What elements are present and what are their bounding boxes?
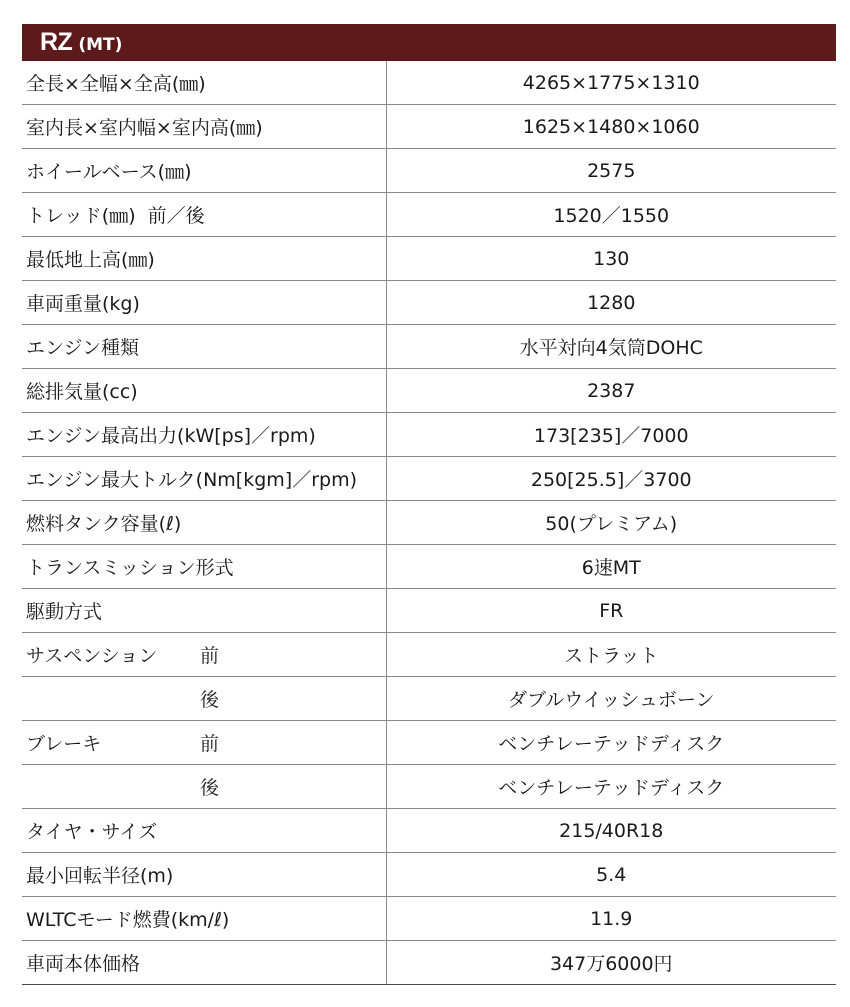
spec-label: 総排気量(cc) — [26, 381, 138, 403]
spec-label: 室内長×室内幅×室内高(㎜) — [26, 117, 263, 139]
spec-value: 2575 — [386, 149, 836, 193]
spec-label: 車両重量(kg) — [26, 293, 140, 315]
spec-label: 燃料タンク容量(ℓ) — [26, 513, 182, 535]
spec-label-cell — [22, 149, 386, 193]
spec-label-cell — [22, 897, 386, 941]
spec-value: 6速MT — [386, 545, 836, 589]
spec-label: タイヤ・サイズ — [26, 821, 158, 843]
spec-sublabel: 後 — [200, 777, 220, 799]
table-row — [22, 369, 836, 413]
spec-label: 最低地上高(㎜) — [26, 249, 155, 271]
table-row — [22, 149, 836, 193]
spec-value: FR — [386, 589, 836, 633]
spec-sublabel: 前 — [200, 645, 220, 667]
spec-value: ダブルウイッシュボーン — [386, 677, 836, 721]
spec-value: 4265×1775×1310 — [386, 61, 836, 105]
spec-label: エンジン最高出力(kW[ps]／rpm) — [26, 425, 316, 447]
spec-value: 2387 — [386, 369, 836, 413]
table-row — [22, 457, 836, 501]
spec-sublabel: 前／後 — [147, 205, 205, 227]
table-row — [22, 589, 836, 633]
spec-label: WLTCモード燃費(km/ℓ) — [26, 909, 230, 931]
table-row — [22, 677, 836, 721]
spec-sublabel: 後 — [200, 689, 220, 711]
spec-value: 5.4 — [386, 853, 836, 897]
spec-value: 50(プレミアム) — [386, 501, 836, 545]
spec-label-cell — [22, 193, 386, 237]
spec-value: ベンチレーテッドディスク — [386, 721, 836, 765]
spec-label: 最小回転半径(m) — [26, 865, 174, 887]
spec-label-cell — [22, 413, 386, 457]
table-row — [22, 765, 836, 809]
spec-label-cell — [22, 105, 386, 149]
spec-value: 215/40R18 — [386, 809, 836, 853]
table-header — [22, 24, 836, 61]
model-name: RZ — [40, 28, 73, 56]
spec-label: エンジン種類 — [26, 337, 140, 359]
spec-body — [22, 61, 836, 985]
spec-label-cell — [22, 501, 386, 545]
spec-label-cell — [22, 721, 386, 765]
spec-label: ホイールベース(㎜) — [26, 161, 192, 183]
spec-label-cell — [22, 941, 386, 985]
spec-label: サスペンション — [26, 645, 158, 667]
spec-value: 1280 — [386, 281, 836, 325]
spec-value: 250[25.5]／3700 — [386, 457, 836, 501]
table-row — [22, 413, 836, 457]
table-row — [22, 941, 836, 985]
spec-label-cell — [22, 545, 386, 589]
spec-table — [22, 24, 836, 985]
spec-value: ベンチレーテッドディスク — [386, 765, 836, 809]
table-row — [22, 897, 836, 941]
table-header-row — [22, 24, 836, 61]
spec-label-cell — [22, 457, 386, 501]
spec-label-cell — [22, 633, 386, 677]
table-row — [22, 281, 836, 325]
spec-label-cell — [22, 281, 386, 325]
table-row — [22, 853, 836, 897]
table-row — [22, 105, 836, 149]
spec-label-cell — [22, 677, 386, 721]
spec-value: 1625×1480×1060 — [386, 105, 836, 149]
table-row — [22, 193, 836, 237]
spec-label-cell — [22, 853, 386, 897]
spec-label-cell — [22, 237, 386, 281]
table-row — [22, 61, 836, 105]
table-row — [22, 501, 836, 545]
spec-sublabel: 前 — [200, 733, 220, 755]
spec-label: トランスミッション形式 — [26, 557, 234, 579]
spec-label-cell — [22, 765, 386, 809]
spec-label: トレッド(㎜) — [26, 205, 136, 227]
spec-label: エンジン最大トルク(Nm[kgm]／rpm) — [26, 469, 357, 491]
spec-label-cell — [22, 369, 386, 413]
spec-value: 11.9 — [386, 897, 836, 941]
spec-label-cell — [22, 809, 386, 853]
table-row — [22, 809, 836, 853]
table-row — [22, 633, 836, 677]
table-row — [22, 721, 836, 765]
spec-label: ブレーキ — [26, 733, 102, 755]
spec-value: 水平対向4気筒DOHC — [386, 325, 836, 369]
spec-value: ストラット — [386, 633, 836, 677]
spec-value: 173[235]／7000 — [386, 413, 836, 457]
spec-value: 347万6000円 — [386, 941, 836, 985]
spec-label: 駆動方式 — [26, 601, 103, 623]
spec-label: 車両本体価格 — [26, 953, 141, 975]
spec-label-cell — [22, 325, 386, 369]
spec-label: 全長×全幅×全高(㎜) — [26, 73, 206, 95]
spec-label-cell — [22, 61, 386, 105]
spec-label-cell — [22, 589, 386, 633]
spec-value: 130 — [386, 237, 836, 281]
table-row — [22, 325, 836, 369]
table-row — [22, 545, 836, 589]
transmission-note: (MT) — [78, 35, 123, 55]
spec-value: 1520／1550 — [386, 193, 836, 237]
table-row — [22, 237, 836, 281]
